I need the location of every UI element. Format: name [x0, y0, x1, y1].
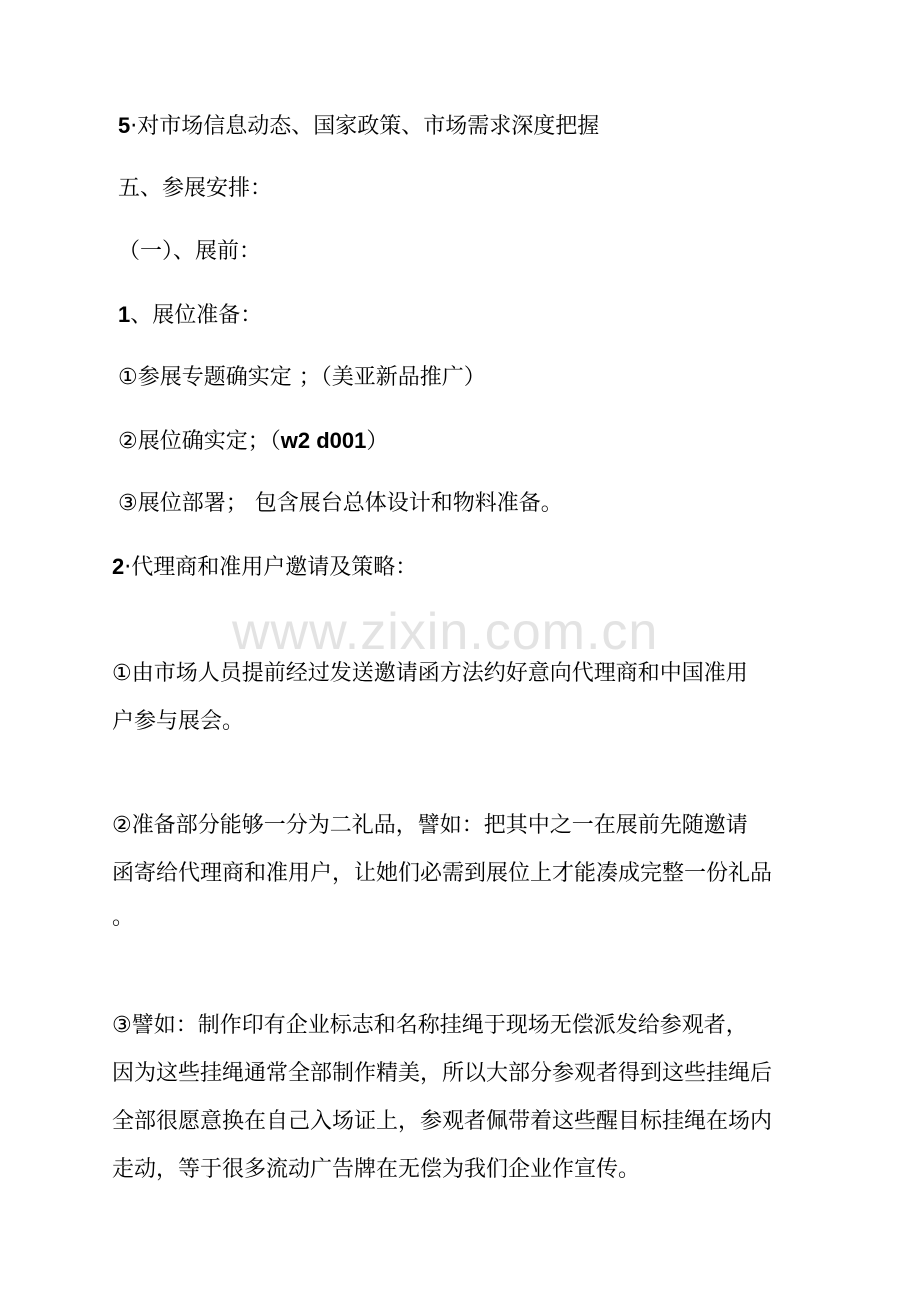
section-heading-exhibition-arrangement: 五、参展安排： [118, 176, 273, 201]
item-text: ·对市场信息动态、国家政策、市场需求深度把握 [130, 114, 600, 139]
item-number: 1 [118, 302, 131, 327]
paragraph-line: ③譬如：制作印有企业标志和名称挂绳于现场无偿派发给参观者， [112, 1013, 748, 1038]
item-5-market-grasp [118, 112, 599, 141]
subitem-text-end: ） [366, 429, 389, 454]
watermark: www.zixin.com.cn [232, 603, 659, 661]
paragraph-line: ②准备部分能够一分为二礼品，譬如：把其中之一在展前先随邀请 [112, 813, 748, 838]
paragraph-line: 函寄给代理商和准用户，让她们必需到展位上才能凑成完整一份礼品 [112, 861, 773, 886]
paragraph-line: 因为这些挂绳通常全部制作精美，所以大部分参观者得到这些挂绳后 [112, 1061, 773, 1086]
subitem-theme: ①参展专题确实定 ；（美亚新品推广） [118, 365, 486, 390]
item-text: 、展位准备： [130, 303, 263, 328]
item-2-invitation-strategy [112, 553, 417, 582]
subsection-heading-pre-exhibition: （一）、展前： [118, 239, 262, 264]
subitem-booth-location [118, 427, 388, 456]
subitem-booth-layout: ③展位部署； 包含展台总体设计和物料准备。 [118, 491, 563, 516]
subitem-text: ②展位确实定；（ [118, 429, 281, 454]
paragraph-line: 全部很愿意换在自己入场证上，参观者佩带着这些醒目标挂绳在场内 [112, 1109, 773, 1134]
paragraph-line: 走动，等于很多流动广告牌在无偿为我们企业作宣传。 [112, 1157, 641, 1182]
item-1-booth-preparation [118, 301, 262, 330]
item-text: ·代理商和准用户邀请及策略： [124, 555, 418, 580]
paragraph-line: 。 [112, 905, 135, 930]
booth-code: w2 d001 [280, 428, 367, 453]
paragraph-line: ①由市场人员提前经过发送邀请函方法约好意向代理商和中国准用 [112, 661, 748, 686]
item-number: 2 [112, 554, 125, 579]
item-number: 5 [118, 113, 131, 138]
paragraph-line: 户参与展会。 [112, 709, 245, 734]
